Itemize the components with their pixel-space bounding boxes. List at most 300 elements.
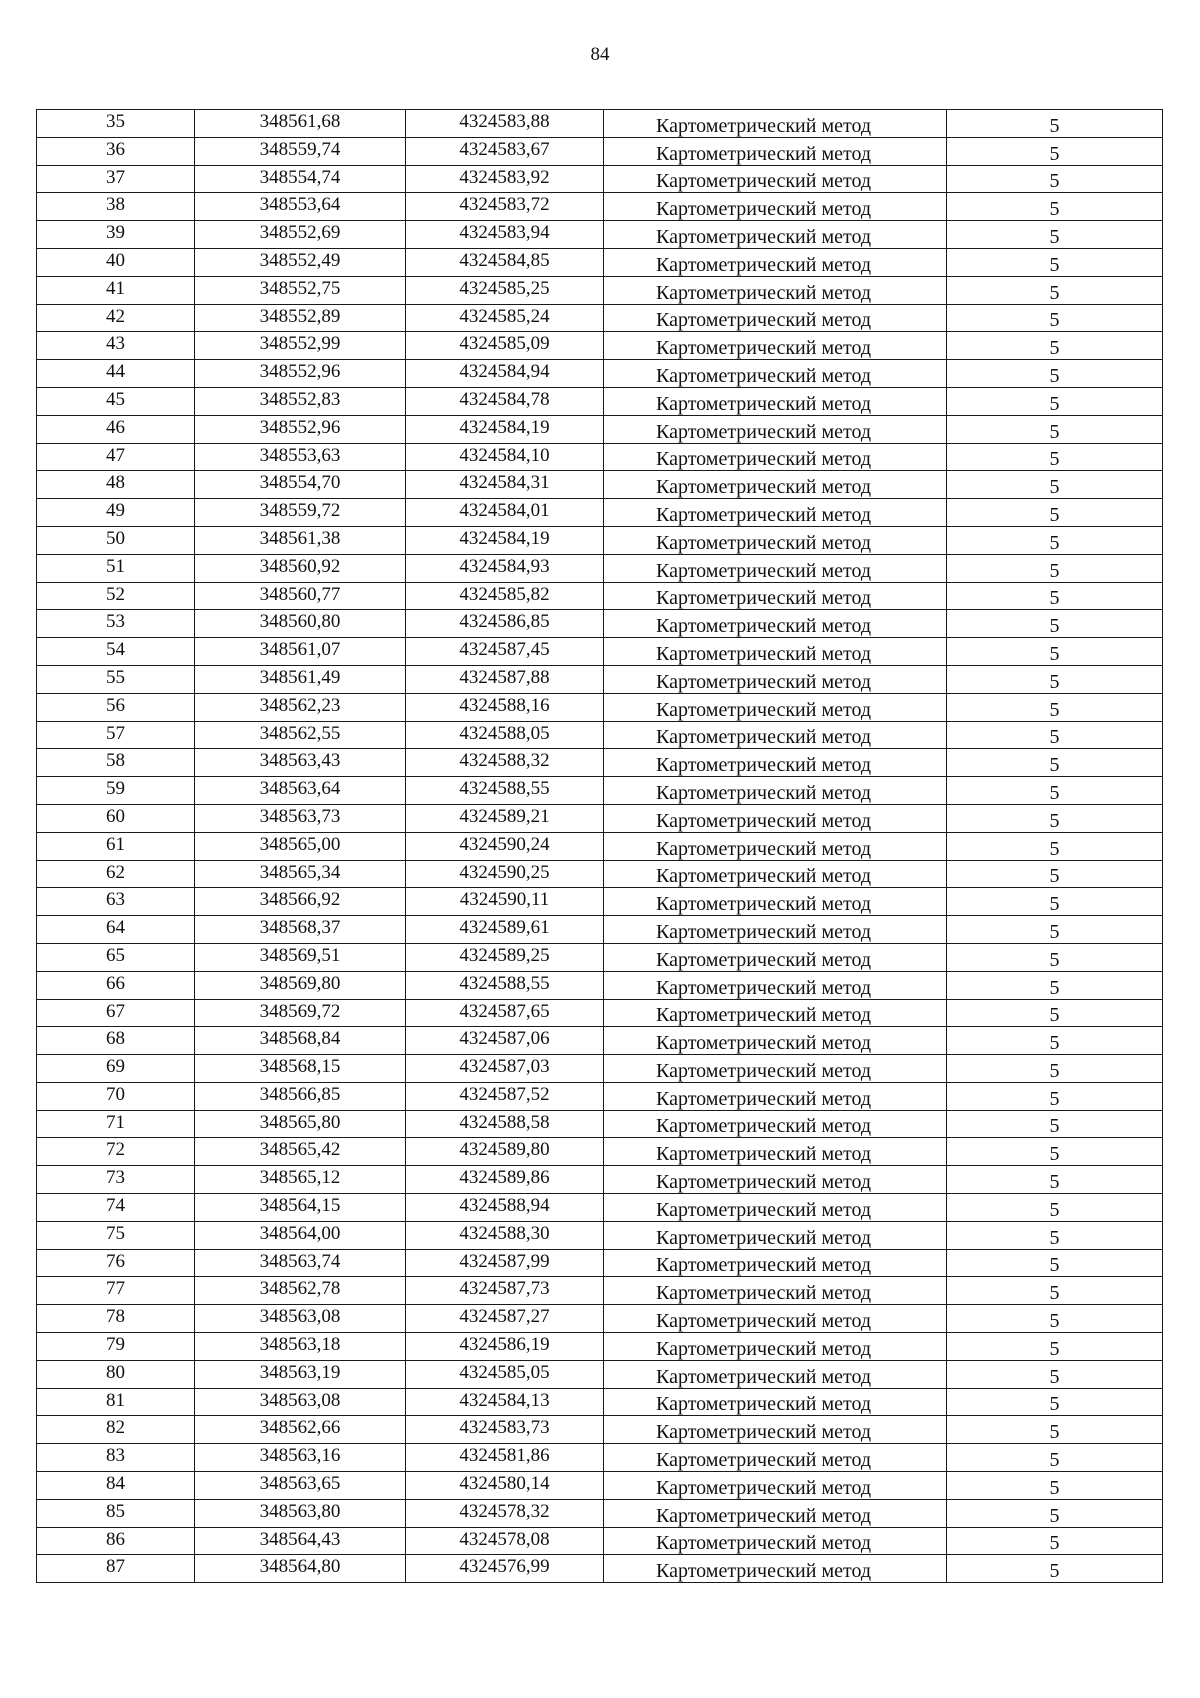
accuracy-cell-text: 5: [1049, 1004, 1060, 1027]
y-coordinate-cell-text: 4324585,82: [459, 583, 550, 605]
accuracy-cell: [947, 638, 1163, 666]
point-number-cell: [37, 1166, 195, 1194]
y-coordinate-cell: [406, 693, 604, 721]
y-coordinate-cell: [406, 387, 604, 415]
x-coordinate-cell: [195, 1333, 406, 1361]
x-coordinate-cell-text: 348562,23: [259, 694, 341, 716]
table-row: [37, 221, 1163, 249]
point-number-cell: [37, 916, 195, 944]
point-number-cell-text: 73: [106, 1167, 125, 1189]
table-row: [37, 387, 1163, 415]
accuracy-cell-text: 5: [1049, 1337, 1060, 1360]
point-number-cell-text: 83: [106, 1445, 125, 1467]
x-coordinate-cell-text: 348568,15: [259, 1056, 341, 1078]
table-row: [37, 971, 1163, 999]
x-coordinate-cell-text: 348552,96: [259, 416, 341, 438]
point-number-cell-text: 60: [106, 805, 125, 827]
point-number-cell: [37, 1444, 195, 1472]
method-cell-text: Картометрический метод: [656, 559, 872, 582]
x-coordinate-cell-text: 348554,70: [259, 472, 341, 494]
method-cell: [604, 804, 947, 832]
accuracy-cell: [947, 387, 1163, 415]
point-number-cell: [37, 999, 195, 1027]
x-coordinate-cell: [195, 943, 406, 971]
y-coordinate-cell: [406, 638, 604, 666]
point-number-cell-text: 84: [106, 1473, 125, 1495]
table-row: [37, 1527, 1163, 1555]
method-cell-text: Картометрический метод: [656, 1532, 872, 1555]
accuracy-cell: [947, 1499, 1163, 1527]
x-coordinate-cell: [195, 443, 406, 471]
point-number-cell: [37, 554, 195, 582]
table-row: [37, 1110, 1163, 1138]
accuracy-cell-text: 5: [1049, 754, 1060, 777]
method-cell: [604, 1499, 947, 1527]
table-row: [37, 248, 1163, 276]
x-coordinate-cell-text: 348565,00: [259, 833, 341, 855]
y-coordinate-cell-text: 4324585,25: [459, 277, 550, 299]
y-coordinate-cell-text: 4324584,19: [459, 527, 550, 549]
x-coordinate-cell-text: 348564,00: [259, 1222, 341, 1244]
method-cell-text: Картометрический метод: [656, 1365, 872, 1388]
accuracy-cell: [947, 1388, 1163, 1416]
accuracy-cell: [947, 443, 1163, 471]
method-cell-text: Картометрический метод: [656, 1560, 872, 1583]
y-coordinate-cell: [406, 888, 604, 916]
x-coordinate-cell: [195, 804, 406, 832]
accuracy-cell-text: 5: [1049, 1059, 1060, 1082]
method-cell-text: Картометрический метод: [656, 225, 872, 248]
x-coordinate-cell: [195, 471, 406, 499]
accuracy-cell: [947, 1444, 1163, 1472]
accuracy-cell: [947, 804, 1163, 832]
y-coordinate-cell-text: 4324576,99: [459, 1556, 550, 1578]
table-row: [37, 1499, 1163, 1527]
y-coordinate-cell: [406, 499, 604, 527]
x-coordinate-cell: [195, 193, 406, 221]
y-coordinate-cell-text: 4324590,25: [459, 861, 550, 883]
x-coordinate-cell-text: 348563,73: [259, 805, 341, 827]
table-row: [37, 1027, 1163, 1055]
table-row: [37, 1305, 1163, 1333]
method-cell-text: Картометрический метод: [656, 503, 872, 526]
point-number-cell-text: 39: [106, 222, 125, 244]
x-coordinate-cell-text: 348564,80: [259, 1556, 341, 1578]
table-row: [37, 1333, 1163, 1361]
table-row: [37, 916, 1163, 944]
x-coordinate-cell: [195, 276, 406, 304]
point-number-cell: [37, 415, 195, 443]
accuracy-cell-text: 5: [1049, 1504, 1060, 1527]
y-coordinate-cell: [406, 1472, 604, 1500]
table-row: [37, 554, 1163, 582]
method-cell: [604, 165, 947, 193]
method-cell-text: Картометрический метод: [656, 170, 872, 193]
y-coordinate-cell-text: 4324584,19: [459, 416, 550, 438]
accuracy-cell-text: 5: [1049, 170, 1060, 193]
point-number-cell-text: 72: [106, 1139, 125, 1161]
accuracy-cell: [947, 165, 1163, 193]
x-coordinate-cell-text: 348561,07: [259, 639, 341, 661]
table-row: [37, 1138, 1163, 1166]
method-cell: [604, 443, 947, 471]
y-coordinate-cell: [406, 1055, 604, 1083]
method-cell: [604, 1194, 947, 1222]
table-row: [37, 304, 1163, 332]
accuracy-cell: [947, 1333, 1163, 1361]
method-cell: [604, 638, 947, 666]
accuracy-cell: [947, 1110, 1163, 1138]
y-coordinate-cell-text: 4324588,32: [459, 750, 550, 772]
x-coordinate-cell: [195, 971, 406, 999]
accuracy-cell-text: 5: [1049, 642, 1060, 665]
accuracy-cell-text: 5: [1049, 364, 1060, 387]
method-cell: [604, 721, 947, 749]
x-coordinate-cell: [195, 999, 406, 1027]
x-coordinate-cell-text: 348563,19: [259, 1361, 341, 1383]
point-number-cell-text: 65: [106, 944, 125, 966]
table-row: [37, 165, 1163, 193]
x-coordinate-cell: [195, 499, 406, 527]
y-coordinate-cell-text: 4324587,65: [459, 1000, 550, 1022]
table-row: [37, 360, 1163, 388]
accuracy-cell: [947, 554, 1163, 582]
point-number-cell-text: 46: [106, 416, 125, 438]
method-cell-text: Картометрический метод: [656, 1059, 872, 1082]
y-coordinate-cell-text: 4324583,73: [459, 1417, 550, 1439]
accuracy-cell-text: 5: [1049, 1532, 1060, 1555]
point-number-cell-text: 79: [106, 1334, 125, 1356]
table-row: [37, 999, 1163, 1027]
point-number-cell-text: 45: [106, 388, 125, 410]
method-cell: [604, 1027, 947, 1055]
x-coordinate-cell-text: 348552,96: [259, 361, 341, 383]
x-coordinate-cell: [195, 110, 406, 138]
x-coordinate-cell-text: 348561,49: [259, 666, 341, 688]
y-coordinate-cell: [406, 1249, 604, 1277]
point-number-cell: [37, 1221, 195, 1249]
accuracy-cell: [947, 610, 1163, 638]
method-cell: [604, 387, 947, 415]
y-coordinate-cell-text: 4324584,78: [459, 388, 550, 410]
table-row: [37, 415, 1163, 443]
method-cell-text: Картометрический метод: [656, 1254, 872, 1277]
table-row: [37, 110, 1163, 138]
x-coordinate-cell-text: 348563,43: [259, 750, 341, 772]
y-coordinate-cell-text: 4324583,67: [459, 138, 550, 160]
x-coordinate-cell-text: 348569,72: [259, 1000, 341, 1022]
accuracy-cell: [947, 415, 1163, 443]
method-cell: [604, 1360, 947, 1388]
point-number-cell-text: 47: [106, 444, 125, 466]
x-coordinate-cell-text: 348553,63: [259, 444, 341, 466]
point-number-cell: [37, 1138, 195, 1166]
y-coordinate-cell: [406, 1360, 604, 1388]
method-cell: [604, 1555, 947, 1583]
accuracy-cell-text: 5: [1049, 1560, 1060, 1583]
accuracy-cell-text: 5: [1049, 337, 1060, 360]
method-cell-text: Картометрический метод: [656, 1226, 872, 1249]
accuracy-cell: [947, 832, 1163, 860]
point-number-cell: [37, 193, 195, 221]
method-cell-text: Картометрический метод: [656, 1004, 872, 1027]
x-coordinate-cell-text: 348563,16: [259, 1445, 341, 1467]
x-coordinate-cell-text: 348563,64: [259, 778, 341, 800]
point-number-cell-text: 56: [106, 694, 125, 716]
accuracy-cell: [947, 1472, 1163, 1500]
method-cell: [604, 749, 947, 777]
table-row: [37, 276, 1163, 304]
point-number-cell: [37, 526, 195, 554]
accuracy-cell-text: 5: [1049, 1198, 1060, 1221]
accuracy-cell: [947, 749, 1163, 777]
x-coordinate-cell-text: 348564,15: [259, 1195, 341, 1217]
accuracy-cell-text: 5: [1049, 420, 1060, 443]
y-coordinate-cell-text: 4324588,30: [459, 1222, 550, 1244]
x-coordinate-cell: [195, 749, 406, 777]
x-coordinate-cell: [195, 304, 406, 332]
accuracy-cell: [947, 1194, 1163, 1222]
x-coordinate-cell: [195, 888, 406, 916]
y-coordinate-cell-text: 4324581,86: [459, 1445, 550, 1467]
method-cell: [604, 916, 947, 944]
y-coordinate-cell: [406, 1333, 604, 1361]
point-number-cell-text: 77: [106, 1278, 125, 1300]
y-coordinate-cell: [406, 1555, 604, 1583]
point-number-cell: [37, 943, 195, 971]
point-number-cell: [37, 971, 195, 999]
accuracy-cell-text: 5: [1049, 309, 1060, 332]
accuracy-cell: [947, 248, 1163, 276]
method-cell: [604, 221, 947, 249]
point-number-cell: [37, 387, 195, 415]
method-cell-text: Картометрический метод: [656, 976, 872, 999]
y-coordinate-cell-text: 4324587,73: [459, 1278, 550, 1300]
accuracy-cell: [947, 499, 1163, 527]
table-row: [37, 943, 1163, 971]
method-cell: [604, 360, 947, 388]
y-coordinate-cell-text: 4324590,11: [459, 889, 550, 911]
coordinates-table: [36, 109, 1163, 1583]
accuracy-cell-text: 5: [1049, 503, 1060, 526]
x-coordinate-cell-text: 348561,68: [259, 111, 341, 132]
y-coordinate-cell-text: 4324584,93: [459, 555, 550, 577]
accuracy-cell-text: 5: [1049, 281, 1060, 304]
y-coordinate-cell: [406, 1416, 604, 1444]
method-cell: [604, 1277, 947, 1305]
point-number-cell: [37, 276, 195, 304]
y-coordinate-cell-text: 4324589,25: [459, 944, 550, 966]
method-cell: [604, 971, 947, 999]
table-row: [37, 665, 1163, 693]
accuracy-cell-text: 5: [1049, 726, 1060, 749]
accuracy-cell: [947, 999, 1163, 1027]
method-cell: [604, 582, 947, 610]
x-coordinate-cell-text: 348568,37: [259, 917, 341, 939]
x-coordinate-cell: [195, 1277, 406, 1305]
point-number-cell: [37, 221, 195, 249]
method-cell: [604, 193, 947, 221]
y-coordinate-cell-text: 4324587,52: [459, 1083, 550, 1105]
x-coordinate-cell-text: 348563,18: [259, 1334, 341, 1356]
method-cell: [604, 1472, 947, 1500]
accuracy-cell-text: 5: [1049, 1310, 1060, 1333]
method-cell: [604, 610, 947, 638]
x-coordinate-cell-text: 348565,34: [259, 861, 341, 883]
y-coordinate-cell: [406, 804, 604, 832]
accuracy-cell: [947, 916, 1163, 944]
accuracy-cell: [947, 1082, 1163, 1110]
table-row: [37, 332, 1163, 360]
y-coordinate-cell: [406, 1082, 604, 1110]
y-coordinate-cell: [406, 749, 604, 777]
method-cell-text: Картометрический метод: [656, 1504, 872, 1527]
point-number-cell-text: 48: [106, 472, 125, 494]
y-coordinate-cell: [406, 1305, 604, 1333]
point-number-cell: [37, 332, 195, 360]
table-row: [37, 1055, 1163, 1083]
method-cell-text: Картометрический метод: [656, 615, 872, 638]
x-coordinate-cell-text: 348563,80: [259, 1500, 341, 1522]
method-cell-text: Картометрический метод: [656, 1476, 872, 1499]
y-coordinate-cell: [406, 276, 604, 304]
coordinates-table-body: [37, 110, 1163, 1583]
x-coordinate-cell: [195, 1472, 406, 1500]
table-row: [37, 1388, 1163, 1416]
point-number-cell-text: 70: [106, 1083, 125, 1105]
y-coordinate-cell-text: 4324588,55: [459, 778, 550, 800]
accuracy-cell-text: 5: [1049, 531, 1060, 554]
point-number-cell-text: 85: [106, 1500, 125, 1522]
y-coordinate-cell: [406, 971, 604, 999]
x-coordinate-cell-text: 348569,80: [259, 972, 341, 994]
y-coordinate-cell: [406, 999, 604, 1027]
accuracy-cell-text: 5: [1049, 587, 1060, 610]
accuracy-cell: [947, 1305, 1163, 1333]
accuracy-cell: [947, 137, 1163, 165]
point-number-cell: [37, 165, 195, 193]
accuracy-cell-text: 5: [1049, 198, 1060, 221]
accuracy-cell: [947, 1249, 1163, 1277]
point-number-cell-text: 86: [106, 1528, 125, 1550]
method-cell: [604, 137, 947, 165]
method-cell-text: Картометрический метод: [656, 1198, 872, 1221]
accuracy-cell-text: 5: [1049, 893, 1060, 916]
x-coordinate-cell-text: 348553,64: [259, 194, 341, 216]
x-coordinate-cell: [195, 1527, 406, 1555]
x-coordinate-cell-text: 348560,80: [259, 611, 341, 633]
x-coordinate-cell: [195, 1360, 406, 1388]
point-number-cell-text: 54: [106, 639, 125, 661]
method-cell-text: Картометрический метод: [656, 1393, 872, 1416]
table-row: [37, 888, 1163, 916]
x-coordinate-cell-text: 348554,74: [259, 166, 341, 188]
accuracy-cell: [947, 582, 1163, 610]
method-cell-text: Картометрический метод: [656, 281, 872, 304]
method-cell: [604, 110, 947, 138]
x-coordinate-cell-text: 348562,66: [259, 1417, 341, 1439]
point-number-cell-text: 53: [106, 611, 125, 633]
x-coordinate-cell: [195, 721, 406, 749]
y-coordinate-cell-text: 4324588,58: [459, 1111, 550, 1133]
y-coordinate-cell: [406, 777, 604, 805]
y-coordinate-cell: [406, 721, 604, 749]
table-row: [37, 804, 1163, 832]
method-cell-text: Картометрический метод: [656, 809, 872, 832]
x-coordinate-cell-text: 348566,92: [259, 889, 341, 911]
y-coordinate-cell-text: 4324583,92: [459, 166, 550, 188]
method-cell-text: Картометрический метод: [656, 670, 872, 693]
y-coordinate-cell: [406, 860, 604, 888]
accuracy-cell: [947, 471, 1163, 499]
method-cell-text: Картометрический метод: [656, 1310, 872, 1333]
point-number-cell-text: 67: [106, 1000, 125, 1022]
point-number-cell-text: 40: [106, 249, 125, 271]
point-number-cell: [37, 1082, 195, 1110]
method-cell: [604, 1249, 947, 1277]
point-number-cell-text: 78: [106, 1306, 125, 1328]
x-coordinate-cell-text: 348568,84: [259, 1028, 341, 1050]
table-row: [37, 721, 1163, 749]
y-coordinate-cell-text: 4324580,14: [459, 1473, 550, 1495]
point-number-cell: [37, 777, 195, 805]
accuracy-cell-text: 5: [1049, 1421, 1060, 1444]
y-coordinate-cell-text: 4324587,06: [459, 1028, 550, 1050]
method-cell: [604, 832, 947, 860]
x-coordinate-cell-text: 348566,85: [259, 1083, 341, 1105]
point-number-cell-text: 36: [106, 138, 125, 160]
x-coordinate-cell-text: 348565,80: [259, 1111, 341, 1133]
y-coordinate-cell-text: 4324586,85: [459, 611, 550, 633]
x-coordinate-cell-text: 348552,89: [259, 305, 341, 327]
point-number-cell-text: 71: [106, 1111, 125, 1133]
accuracy-cell: [947, 110, 1163, 138]
y-coordinate-cell-text: 4324584,01: [459, 500, 550, 522]
accuracy-cell-text: 5: [1049, 698, 1060, 721]
y-coordinate-cell: [406, 1221, 604, 1249]
x-coordinate-cell-text: 348552,75: [259, 277, 341, 299]
x-coordinate-cell: [195, 1166, 406, 1194]
method-cell: [604, 1527, 947, 1555]
x-coordinate-cell-text: 348552,69: [259, 222, 341, 244]
method-cell-text: Картометрический метод: [656, 948, 872, 971]
accuracy-cell: [947, 721, 1163, 749]
method-cell-text: Картометрический метод: [656, 893, 872, 916]
method-cell-text: Картометрический метод: [656, 865, 872, 888]
y-coordinate-cell: [406, 110, 604, 138]
y-coordinate-cell: [406, 304, 604, 332]
x-coordinate-cell: [195, 165, 406, 193]
point-number-cell: [37, 804, 195, 832]
x-coordinate-cell: [195, 1305, 406, 1333]
x-coordinate-cell-text: 348560,77: [259, 583, 341, 605]
x-coordinate-cell: [195, 554, 406, 582]
point-number-cell: [37, 582, 195, 610]
table-row: [37, 1221, 1163, 1249]
x-coordinate-cell-text: 348559,72: [259, 500, 341, 522]
method-cell-text: Картометрический метод: [656, 337, 872, 360]
point-number-cell-text: 68: [106, 1028, 125, 1050]
accuracy-cell: [947, 1527, 1163, 1555]
table-row: [37, 1249, 1163, 1277]
accuracy-cell: [947, 332, 1163, 360]
point-number-cell-text: 82: [106, 1417, 125, 1439]
point-number-cell: [37, 1499, 195, 1527]
method-cell-text: Картометрический метод: [656, 1032, 872, 1055]
y-coordinate-cell: [406, 1277, 604, 1305]
method-cell-text: Картометрический метод: [656, 642, 872, 665]
x-coordinate-cell-text: 348552,99: [259, 333, 341, 355]
